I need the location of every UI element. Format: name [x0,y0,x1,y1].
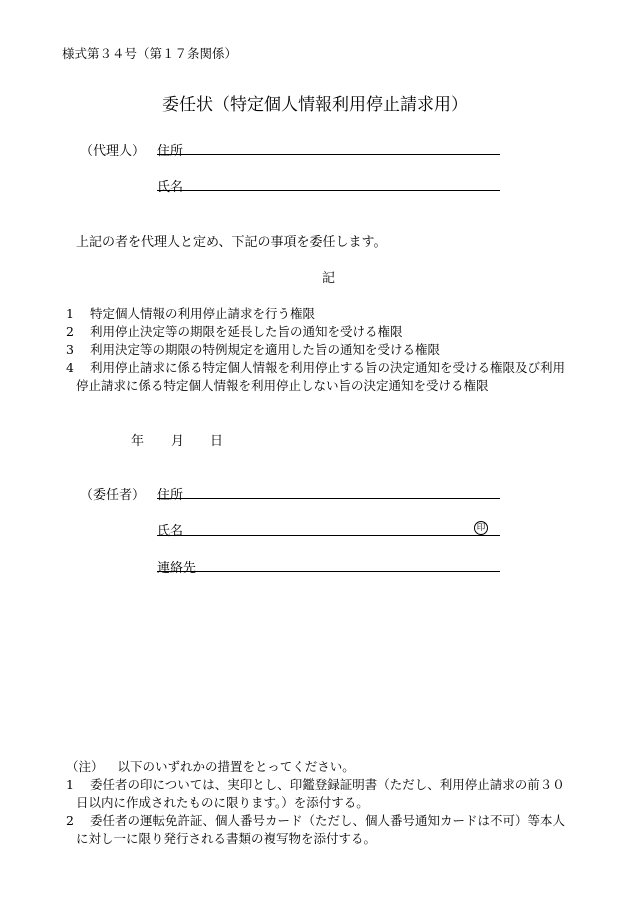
agent-address-field[interactable] [157,154,500,155]
list-item-continuation: 停止請求に係る特定個人情報を利用停止しない旨の決定通知を受ける権限 [76,378,489,393]
principal-name-field[interactable] [157,535,500,536]
date-day-label: 日 [210,434,224,449]
notes-header: （注） 以下のいずれかの措置をとってください。 [66,759,355,774]
note-item: 1 委任者の印については、実印とし、印鑑登録証明書（ただし、利用停止請求の前３０ [66,777,565,792]
principal-label: （委任者） [80,488,146,503]
list-item: 3 利用決定等の期限の特例規定を適用した旨の通知を受ける権限 [66,342,441,357]
note-item-continuation: に対し一に限り発行される書類の複写物を添付する。 [76,831,377,846]
seal-mark-icon: 印 [474,521,488,535]
agent-address-label: 住所 [157,144,184,159]
page-title: 委任状（特定個人情報利用停止請求用） [162,95,468,115]
ki-heading: 記 [322,271,336,286]
agent-label: （代理人） [80,144,146,159]
delegation-statement: 上記の者を代理人と定め、下記の事項を委任します。 [76,235,387,250]
list-item: 2 利用停止決定等の期限を延長した旨の通知を受ける権限 [66,324,403,339]
agent-name-field[interactable] [157,190,500,191]
date-month-label: 月 [171,434,185,449]
date-year-label: 年 [131,434,145,449]
principal-contact-label: 連絡先 [157,561,197,576]
list-item: 4 利用停止請求に係る特定個人情報を利用停止する旨の決定通知を受ける権限及び利用 [66,360,566,375]
note-item-continuation: 日以内に作成されたものに限ります。）を添付する。 [76,795,369,810]
list-item: 1 特定個人情報の利用停止請求を行う権限 [66,306,316,321]
note-item: 2 委任者の運転免許証、個人番号カード（ただし、個人番号通知カードは不可）等本人 [66,813,566,828]
form-number: 様式第３４号（第１７条関係） [62,46,238,61]
principal-name-label: 氏名 [157,524,184,539]
principal-address-field[interactable] [157,498,500,499]
principal-contact-field[interactable] [157,571,500,572]
agent-name-label: 氏名 [157,180,184,195]
principal-address-label: 住所 [157,488,184,503]
